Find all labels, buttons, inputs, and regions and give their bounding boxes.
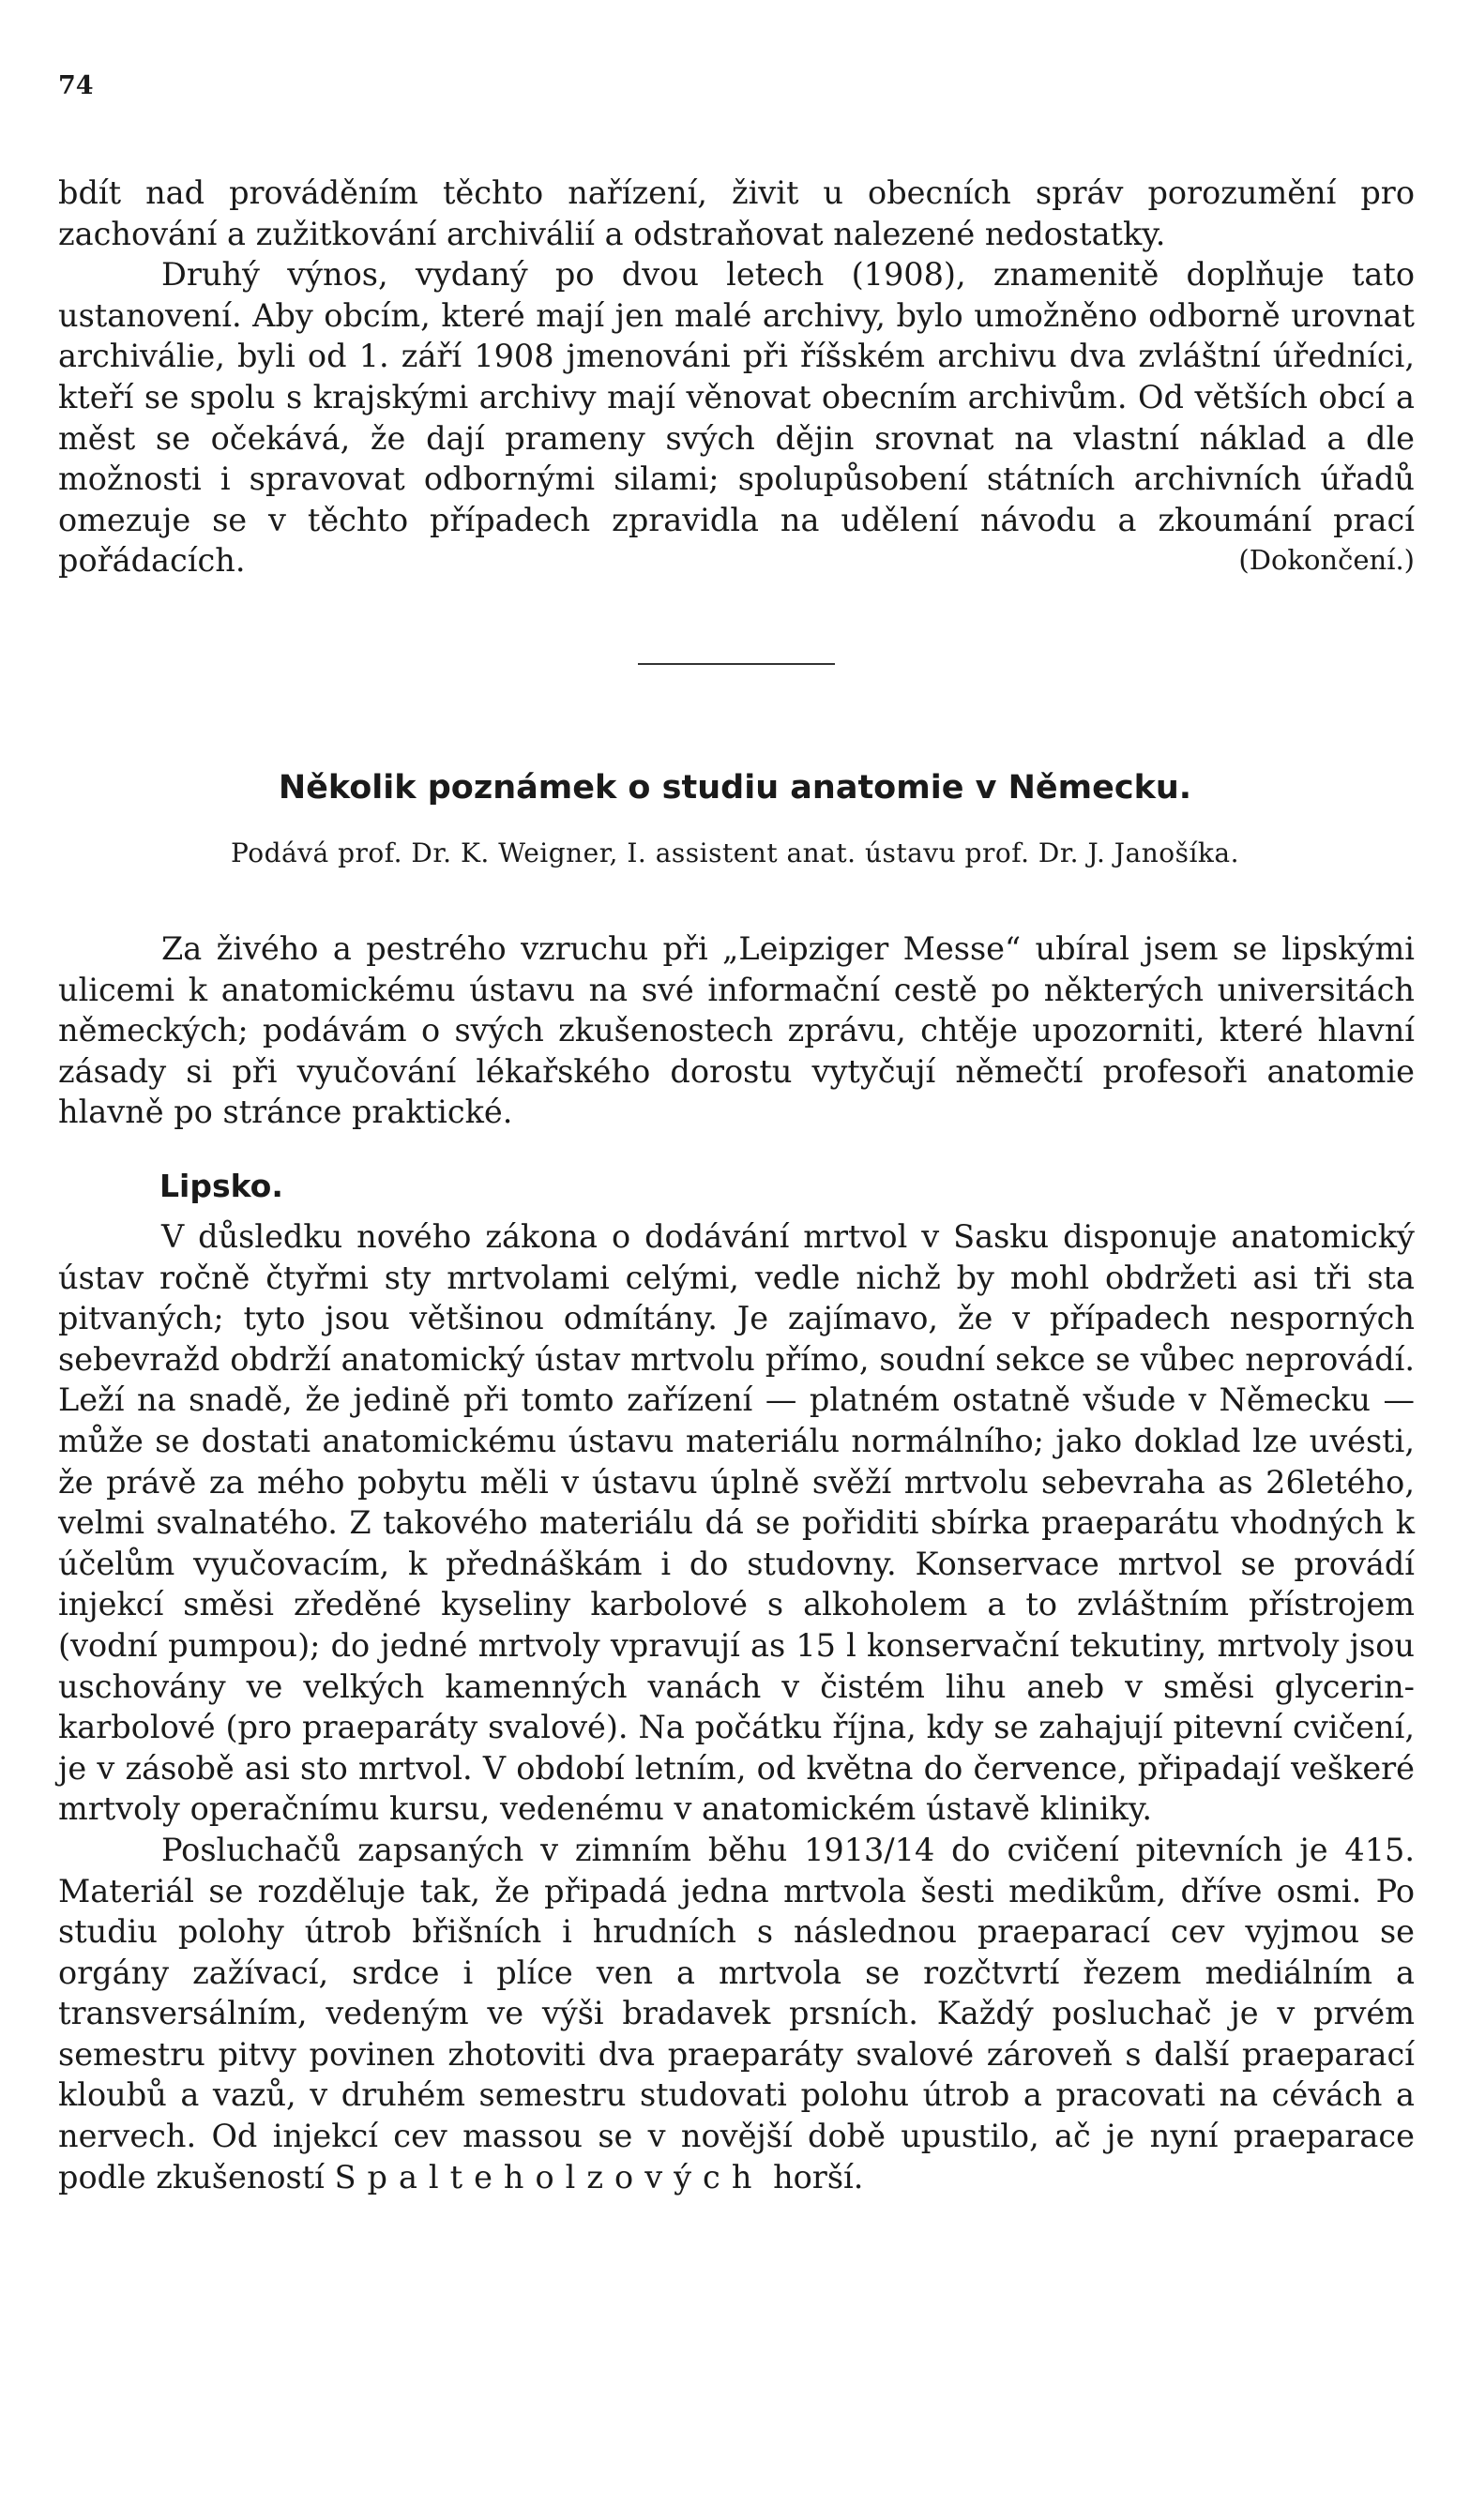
section-divider xyxy=(638,663,835,665)
spaced-name: Spalteholzových xyxy=(334,2158,764,2196)
continued-paragraph-1: bdít nad prováděním těchto nařízení, živit u obecních správ porozumění pro zachování a zužitkování archiválií a odstraňovat nalezené nedostatky. xyxy=(58,174,1415,252)
article-byline: Podává prof. Dr. K. Weigner, I. assistent anat. ústavu prof. Dr. J. Janošíka. xyxy=(231,837,1239,868)
continued-paragraph-2 xyxy=(58,254,1415,581)
continued-text xyxy=(58,173,1415,581)
section-heading-lipsko: Lipsko. xyxy=(159,1168,283,1204)
lipsko-section xyxy=(58,1216,1415,2197)
continuation-note: (Dokončení.) xyxy=(1238,544,1415,577)
lipsko-paragraph-2-end: horší. xyxy=(773,2158,864,2196)
page-number: 74 xyxy=(58,71,94,100)
article-intro-block xyxy=(58,928,1415,1133)
lipsko-paragraph-1: V důsledku nového zákona o dodávání mrtvol v Sasku disponuje anatomický ústav ročně čtyřmi sty mrtvolami celými, vedle nichž by mohl obdržeti asi tři sta pitvaných; tyto jsou většinou odmítány. Je zajímavo, že v případech nesporných sebevražd obdrží anatomický ústav mrtvolu přímo, soudní sekce se vůbec neprovádí. Leží na snadě, že jedině při tomto zařízení — platném ostatně všude v Německu — může se dostati anatomickému ústavu materiálu normálního; jako doklad lze uvésti, že právě za mého pobytu měli v ústavu úplně svěží mrtvolu sebevraha as 26letého, velmi svalnatého. Z takového materiálu dá se pořiditi sbírka praeparátu vhodných k účelům vyučovacím, k přednáškám i do studovny. Konservace mrtvol se provádí injekcí směsi zředěné kyseliny karbolové s alkoholem a to zvláštním přístrojem (vodní pumpou); do jedné mrtvoly vpravují as 15 l konservační tekutiny, mrtvoly jsou uschovány ve velkých kamenných vanách v čistém lihu aneb v směsi glycerin-karbolové (pro praeparáty svalové). Na počátku října, kdy se zahajují pitevní cvičení, je v zásobě asi sto mrtvol. V období letním, od května do července, připadají veškeré mrtvoly operačnímu kursu, vedenému v anatomickém ústavě kliniky. xyxy=(58,1218,1415,1828)
lipsko-paragraph-2 xyxy=(58,1830,1415,2197)
article-intro: Za živého a pestrého vzruchu při „Leipziger Messe“ ubíral jsem se lipskými ulicemi k anatomickému ústavu na své informační cestě po některých universitách německých; podávám o svých zkušenostech zprávu, chtěje upozorniti, které hlavní zásady si při vyučování lékařského dorostu vytyčují němečtí profesoři anatomie hlavně po stránce praktické. xyxy=(58,930,1415,1131)
continued-paragraph-2-text: Druhý výnos, vydaný po dvou letech (1908), znamenitě doplňuje tato ustanovení. Aby obcím, které mají jen malé archivy, bylo umožněno odborně urovnat archiválie, byli od 1. září 1908 jmenováni při říšském archivu dva zvláštní úředníci, kteří se spolu s krajskými archivy mají věnovat obecním archivům. Od větších obcí a měst se očekává, že dají prameny svých dějin srovnat na vlastní náklad a dle možnosti i spravovat odbornými silami; spolupůsobení státních archivních úřadů omezuje se v těchto případech zpravidla na udělení návodu a zkoumání prací pořádacích. xyxy=(58,256,1415,580)
article-title: Několik poznámek o studiu anatomie v Německu. xyxy=(278,769,1192,807)
lipsko-paragraph-2-main: Posluchačů zapsaných v zimním běhu 1913/14 do cvičení pitevních je 415. Materiál se rozděluje tak, že připadá jedna mrtvola šesti medikům, dříve osmi. Po studiu polohy útrob břišních i hrudních s následnou praeparací cev vyjmou se orgány zažívací, srdce i plíce ven a mrtvola se rozčtvrtí řezem mediálním a transversálním, vedeným ve výši bradavek prsních. Každý posluchač je v prvém semestru pitvy povinen zhotoviti dva praeparáty svalové zároveň s další praeparací kloubů a vazů, v druhém semestru studovati polohu útrob a pracovati na cévách a nervech. Od injekcí cev massou se v novější době upustilo, ač je nyní praeparace podle zkušeností xyxy=(58,1831,1415,2196)
